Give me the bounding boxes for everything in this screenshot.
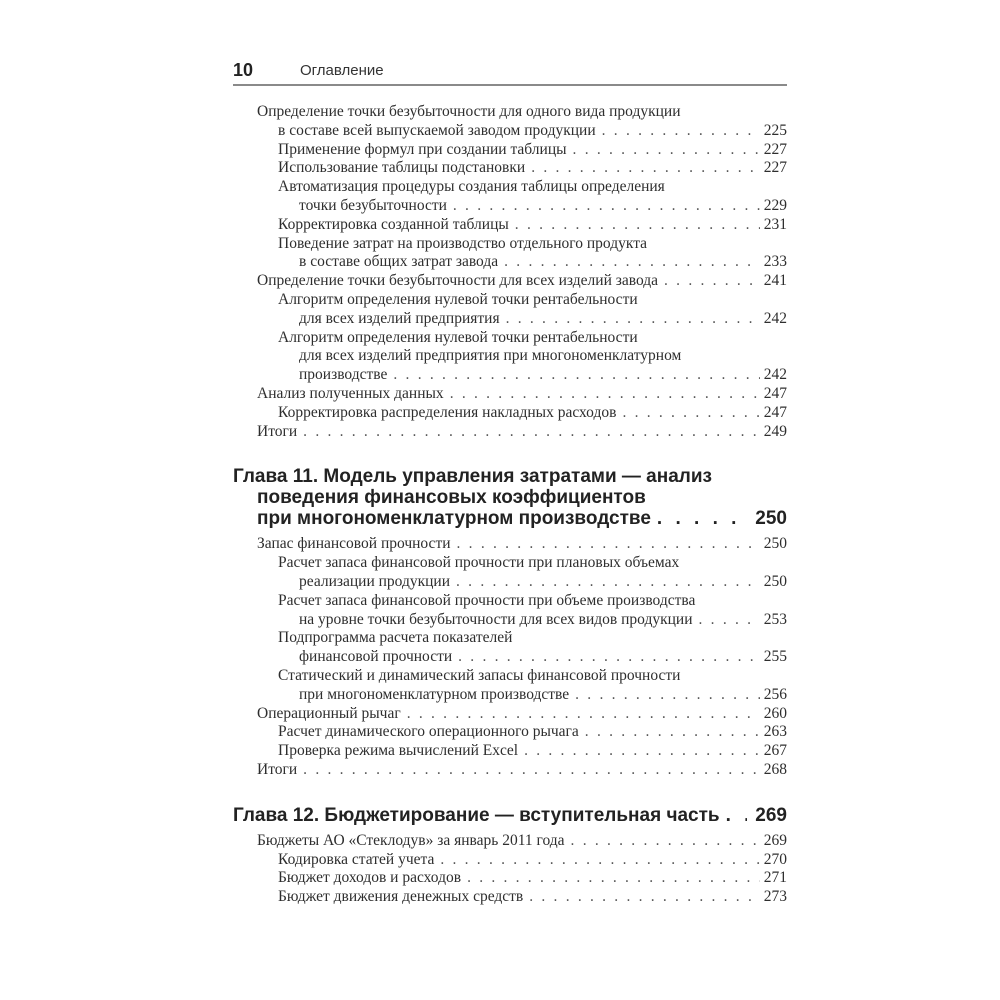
dot-leader: [529, 888, 760, 907]
dot-leader: [393, 366, 759, 385]
toc-line: [257, 103, 787, 122]
toc-page-number: 247: [763, 384, 787, 402]
toc-entry[interactable]: [233, 888, 787, 907]
toc-entry[interactable]: [233, 629, 787, 667]
toc-entry[interactable]: [233, 385, 787, 404]
dot-leader: [726, 805, 748, 826]
toc-entry[interactable]: [233, 291, 787, 329]
toc-entry[interactable]: [233, 159, 787, 178]
chapter-heading[interactable]: [233, 805, 787, 826]
toc-line: [278, 178, 787, 197]
toc-line: [257, 761, 787, 780]
toc-page-number: 250: [763, 572, 787, 590]
toc-entry-title: Определение точки безубыточности для одного вида продукции: [257, 103, 681, 120]
toc-line: [257, 535, 787, 554]
toc-page-number: 242: [763, 366, 787, 384]
toc-entry-title: Алгоритм определения нулевой точки рентабельности: [278, 290, 638, 308]
toc-line: [278, 329, 787, 348]
toc-entry-title: финансовой прочности: [299, 648, 453, 666]
toc-page-number: 241: [763, 272, 787, 290]
toc-entry-title: производстве: [299, 366, 388, 384]
dot-leader: [303, 761, 760, 780]
dot-leader: [504, 253, 760, 272]
toc-page-number: 253: [763, 610, 787, 628]
toc-entry-title: для всех изделий предприятия при многономенклатурном: [299, 347, 682, 365]
toc-page-number: 260: [763, 704, 787, 722]
toc-entry[interactable]: [233, 869, 787, 888]
toc-page-number: 250: [763, 535, 787, 553]
toc-line: [278, 648, 787, 667]
dot-leader: [524, 742, 760, 761]
toc-line: [278, 592, 787, 611]
toc-line: [233, 466, 787, 487]
toc-entry[interactable]: [233, 723, 787, 742]
toc-line: [278, 141, 787, 160]
toc-entry[interactable]: [233, 705, 787, 724]
toc-entry[interactable]: [233, 761, 787, 780]
toc-entry-title: Корректировка распределения накладных расходов: [278, 403, 617, 421]
toc-entry[interactable]: [233, 404, 787, 423]
dot-leader: [531, 159, 760, 178]
toc-entry-title: Проверка режима вычислений Excel: [278, 742, 519, 760]
toc-page-number: 229: [763, 196, 787, 214]
dot-leader: [699, 611, 760, 630]
table-of-contents: [233, 103, 787, 907]
toc-page-number: 227: [763, 159, 787, 177]
dot-leader: [456, 573, 760, 592]
toc-entry[interactable]: [233, 832, 787, 851]
chapter-heading[interactable]: [233, 466, 787, 529]
toc-entry[interactable]: [233, 141, 787, 160]
dot-leader: [585, 723, 760, 742]
toc-line: [278, 573, 787, 592]
running-header: [233, 60, 787, 86]
dot-leader: [453, 197, 760, 216]
toc-page-number: 256: [763, 685, 787, 703]
toc-entry-title: точки безубыточности: [299, 196, 447, 214]
toc-entry-title: в составе общих затрат завода: [299, 253, 499, 271]
toc-entry-title: Операционный рычаг: [257, 704, 401, 722]
toc-line: [278, 347, 787, 366]
toc-entry[interactable]: [233, 423, 787, 442]
toc-page-number: 247: [763, 403, 787, 421]
toc-line: [257, 385, 787, 404]
toc-line: [257, 423, 787, 442]
toc-line: [257, 122, 787, 141]
dot-leader: [622, 404, 759, 423]
toc-entry-title: Автоматизация процедуры создания таблицы определения: [278, 178, 665, 196]
toc-entry-title: Алгоритм определения нулевой точки рентабельности: [278, 328, 638, 346]
toc-page-number: 250: [755, 508, 787, 530]
page-number: 10: [233, 60, 254, 80]
toc-line: [278, 253, 787, 272]
toc-line: [278, 404, 787, 423]
toc-line: [278, 888, 787, 907]
toc-line: [278, 159, 787, 178]
dot-leader: [440, 851, 759, 870]
toc-entry[interactable]: [233, 103, 787, 141]
toc-line: [278, 723, 787, 742]
toc-entry[interactable]: [233, 851, 787, 870]
toc-entry-title: Поведение затрат на производство отдельного продукта: [278, 234, 648, 252]
toc-entry-title: Статический и динамический запасы финансовой прочности: [278, 666, 681, 684]
toc-line: [278, 667, 787, 686]
dot-leader: [458, 648, 760, 667]
toc-line: [278, 611, 787, 630]
toc-entry[interactable]: [233, 535, 787, 554]
toc-page-number: 270: [763, 850, 787, 868]
toc-entry-title: при многономенклатурном производстве: [257, 508, 651, 530]
toc-line: [233, 805, 787, 826]
toc-entry-title: Запас финансовой прочности: [257, 535, 451, 553]
toc-entry-title: Подпрограмма расчета показателей: [278, 629, 513, 647]
toc-line: [278, 554, 787, 573]
toc-entry-title: для всех изделий предприятия: [299, 309, 500, 327]
toc-line: [257, 832, 787, 851]
toc-line: [278, 851, 787, 870]
toc-entry-title: поведения финансовых коэффициентов: [257, 487, 646, 509]
toc-page-number: 269: [755, 804, 787, 826]
toc-page-number: 273: [763, 888, 787, 906]
toc-line: [278, 197, 787, 216]
dot-leader: [457, 535, 760, 554]
toc-line: [278, 869, 787, 888]
toc-entry[interactable]: [233, 178, 787, 216]
toc-entry-title: Итоги: [257, 760, 298, 778]
toc-page-number: 269: [763, 831, 787, 849]
dot-leader: [657, 508, 747, 529]
toc-entry-title: Кодировка статей учета: [278, 850, 435, 868]
toc-line: [233, 508, 787, 529]
toc-entry-title: Анализ полученных данных: [257, 384, 444, 402]
toc-line: [257, 705, 787, 724]
toc-page-number: 242: [763, 309, 787, 327]
toc-entry[interactable]: [233, 667, 787, 705]
dot-leader: [664, 272, 760, 291]
dot-leader: [575, 686, 760, 705]
toc-page-number: 227: [763, 140, 787, 158]
dot-leader: [407, 705, 760, 724]
toc-entry-title: Расчет динамического операционного рычага: [278, 723, 579, 741]
toc-entry[interactable]: [233, 742, 787, 761]
toc-line: [257, 272, 787, 291]
toc-entry[interactable]: [233, 272, 787, 291]
toc-line: [278, 216, 787, 235]
toc-entry[interactable]: [233, 216, 787, 235]
dot-leader: [450, 385, 760, 404]
toc-page-number: 267: [763, 742, 787, 760]
toc-page-number: 263: [763, 723, 787, 741]
toc-entry[interactable]: [233, 235, 787, 273]
toc-page-number: 271: [763, 869, 787, 887]
dot-leader: [602, 122, 760, 141]
dot-leader: [506, 310, 760, 329]
toc-entry[interactable]: [233, 592, 787, 630]
toc-page-number: 225: [763, 121, 787, 139]
toc-entry-title: реализации продукции: [299, 572, 451, 590]
toc-entry-title: Глава 11. Модель управления затратами — анализ: [233, 466, 712, 488]
toc-line: [278, 686, 787, 705]
toc-page-number: 268: [763, 760, 787, 778]
toc-line: [278, 291, 787, 310]
toc-line: [278, 629, 787, 648]
dot-leader: [303, 423, 760, 442]
toc-entry-title: Бюджет движения денежных средств: [278, 888, 524, 906]
dot-leader: [515, 216, 760, 235]
toc-page-number: 249: [763, 422, 787, 440]
toc-entry[interactable]: [233, 329, 787, 385]
dot-leader: [571, 832, 760, 851]
toc-line: [278, 310, 787, 329]
toc-entry-title: при многономенклатурном производстве: [299, 685, 570, 703]
toc-entry-title: Расчет запаса финансовой прочности при плановых объемах: [278, 554, 680, 572]
toc-entry-title: Корректировка созданной таблицы: [278, 215, 509, 233]
toc-line: [278, 742, 787, 761]
running-title: Оглавление: [300, 62, 384, 79]
toc-line: [278, 235, 787, 254]
toc-entry-title: Итоги: [257, 422, 298, 440]
dot-leader: [573, 141, 760, 160]
toc-entry-title: Применение формул при создании таблицы: [278, 140, 567, 158]
toc-entry-title: Определение точки безубыточности для всех изделий завода: [257, 272, 659, 290]
toc-entry-title: в составе всей выпускаемой заводом продукции: [278, 121, 596, 139]
toc-entry-title: Глава 12. Бюджетирование — вступительная часть: [233, 804, 720, 826]
toc-entry-title: Бюджет доходов и расходов: [278, 869, 462, 887]
toc-entry-title: Бюджеты АО «Стеклодув» за январь 2011 года: [257, 831, 565, 849]
toc-page-number: 255: [763, 648, 787, 666]
toc-line: [233, 487, 787, 508]
toc-entry-title: на уровне точки безубыточности для всех видов продукции: [299, 610, 693, 628]
toc-page-number: 231: [763, 215, 787, 233]
dot-leader: [467, 869, 760, 888]
toc-line: [278, 366, 787, 385]
toc-entry-title: Использование таблицы подстановки: [278, 159, 526, 177]
toc-entry-title: Расчет запаса финансовой прочности при объеме производства: [278, 591, 696, 609]
toc-entry[interactable]: [233, 554, 787, 592]
toc-page-number: 233: [763, 253, 787, 271]
